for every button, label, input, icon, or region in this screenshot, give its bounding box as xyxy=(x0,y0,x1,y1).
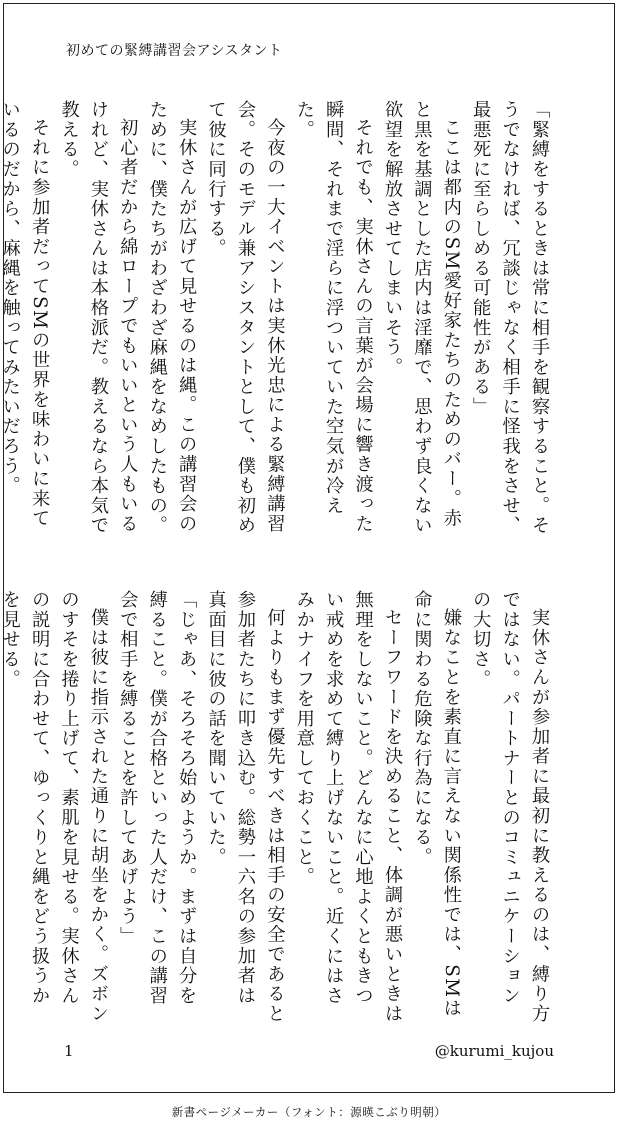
text-block-bottom xyxy=(0,590,554,1025)
page-title: 初めての緊縛講習会アシスタント xyxy=(66,43,283,59)
paragraph: ここは都内のSM愛好家たちのためのバー。赤と黒を基調とした店内は淫靡で、思わず良くない欲望を解放させてしまいそう。 xyxy=(381,100,462,536)
text-block-top xyxy=(0,100,554,540)
paragraph: 実休さんが広げて見せるのは縄。この講習会のために、僕たちがわざわざ麻縄をなめしたもの。 xyxy=(146,100,198,536)
paragraph: それでも、実休さんの言葉が会場に響き渡った瞬間、それまで淫らに浮ついていた空気が冷えた。 xyxy=(293,100,374,534)
paragraph: 嫌なことを素直に言えない関係性では、SMは命に関わる危険な行為になる。 xyxy=(411,590,462,1019)
paragraph: 僕は彼に指示された通りに胡坐をかく。ズボンのすそを捲り上げて、素肌を見せる。実休さんの説明に合わせて、ゆっくりと縄をどう扱うかを見せる。 xyxy=(0,590,109,1024)
paragraph: 「じゃあ、そろそろ始めようか。まずは自分を縛ること。僕が合格といった人だけ、この講習会で相手を縛ることを許してあげよう」 xyxy=(117,590,198,1006)
paragraph: セーフワードを決めること、体調が悪いときは無理をしないこと。どんなに心地よくともきつい戒めを求めて縛り上げないこと。近くにはさみかナイフを用意しておくこと。 xyxy=(293,590,403,1024)
paragraph: 初心者だから綿ロープでもいいという人もいるけれど、実休さんは本格派だ。教えるなら本気で教える。 xyxy=(58,100,139,536)
paragraph: 何よりもまず優先すべきは相手の安全であると参加者たちに叩き込む。総勢一六名の参加者は真面目に彼の話を聞いていた。 xyxy=(205,590,286,1024)
generator-credit: 新書ページメーカー（フォント：源暎こぶり明朝） xyxy=(171,1105,447,1119)
book-page xyxy=(0,3,615,1093)
paragraph: 実休さんが参加者に最初に教えるのは、縛り方ではない。パートナーとのコミュニケーションの大切さ。 xyxy=(470,590,550,1024)
page-number: 1 xyxy=(64,1042,74,1060)
paragraph: 今夜の一大イベントは実休光忠による緊縛講習会。そのモデル兼アシスタントとして、僕も初めて彼に同行する。 xyxy=(205,100,286,536)
paragraph: 「緊縛をするときは常に相手を観察すること。そうでなければ、冗談じゃなく相手に怪我をさせ、最悪死に至らしめる可能性がある」 xyxy=(470,100,550,536)
paragraph: それに参加者だってSMの世界を味わいに来ているのだから、麻縄を触ってみたいだろう。 xyxy=(0,100,51,529)
author-handle: @kurumi_kujou xyxy=(434,1042,554,1060)
